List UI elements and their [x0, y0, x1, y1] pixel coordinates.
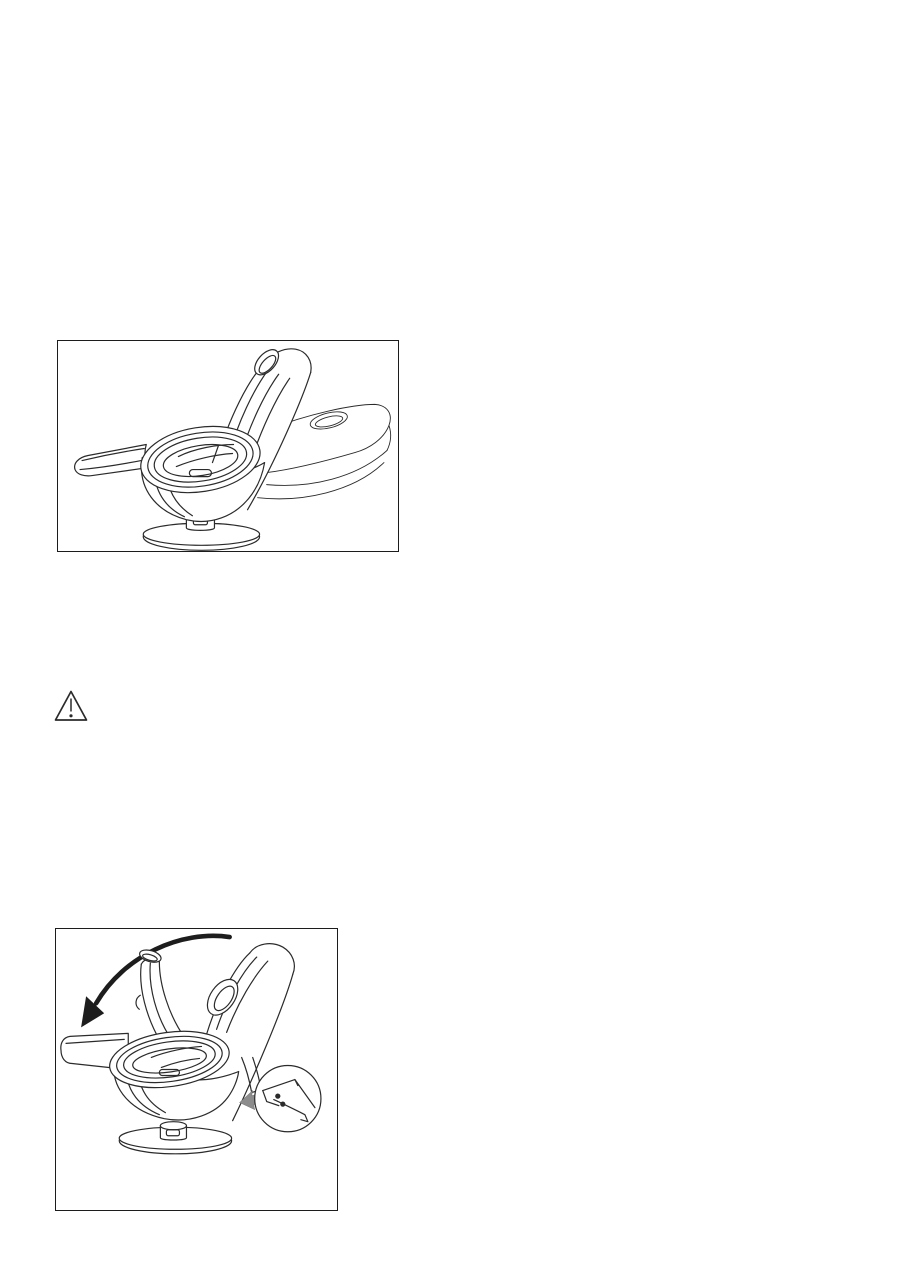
pivot-bolt: [280, 1102, 285, 1107]
footrest: [75, 444, 149, 475]
chair-fold-illustration: [56, 929, 337, 1210]
ghost-headrest: [308, 409, 349, 433]
warning-triangle-icon: [54, 688, 88, 725]
pedestal-base: [119, 1122, 231, 1154]
figure-backrest-fold: [55, 928, 338, 1211]
recliner-chair-illustration: [58, 341, 398, 551]
release-lever-detail-inset: [255, 1065, 321, 1131]
pivot-bolt: [275, 1093, 280, 1098]
backrest-folded-position: [136, 948, 184, 1042]
figure-recline-positions: [57, 340, 399, 552]
